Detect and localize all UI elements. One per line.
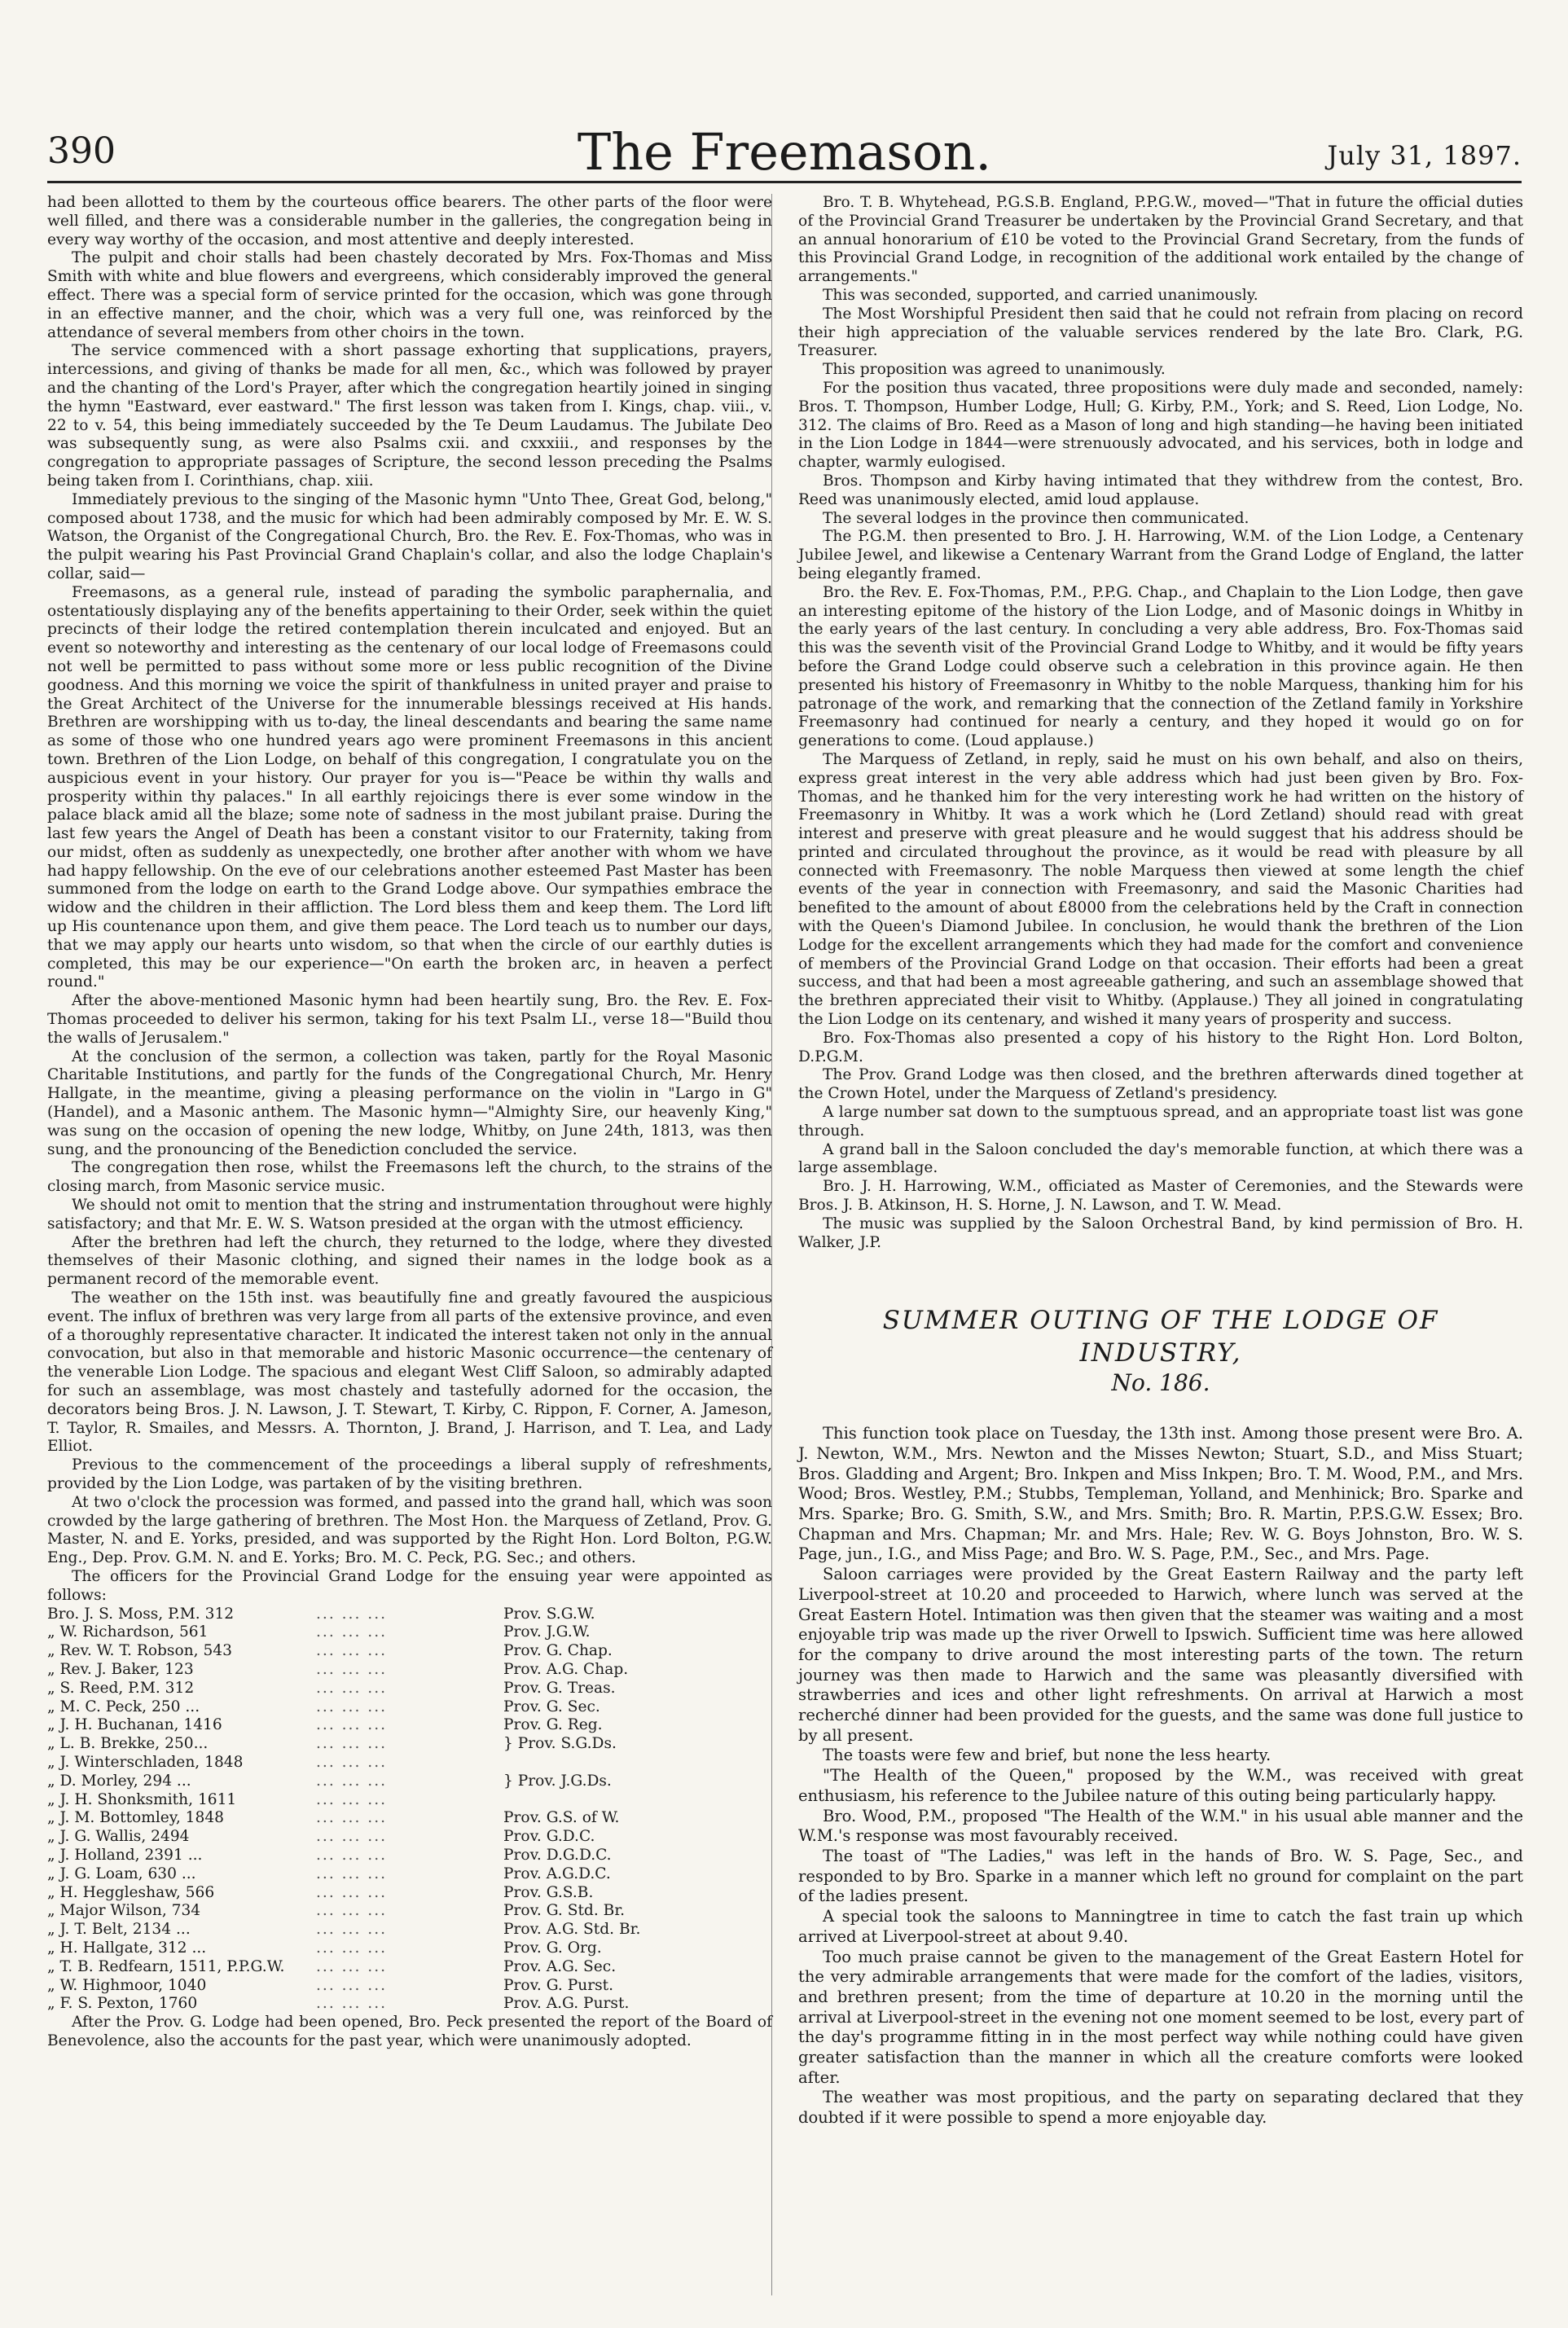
officer-row [47, 1605, 772, 1624]
officer-office: Prov. G. Purst. [503, 1976, 614, 1994]
paragraph: This was seconded, supported, and carried unanimously. [823, 286, 1258, 304]
officer-row [47, 1921, 772, 1939]
officer-office [503, 1754, 748, 1772]
officer-office: Prov. D.G.D.C. [503, 1846, 612, 1864]
leader-dots: ... ... ... [316, 1883, 388, 1901]
leader-dots: ... ... ... [316, 1902, 388, 1920]
paragraph: Previous to the commencement of the proceedings a liberal supply of refreshments, provided by the Lion Lodge, was partaken of by the visiting brethren. [47, 1456, 772, 1492]
leader-dots: ... ... ... [316, 1846, 388, 1864]
officer-row [47, 1698, 772, 1717]
paragraph: The Prov. Grand Lodge was then closed, and the brethren afterwards dined together at the Crown Hotel, under the Marquess of Zetland's presidency. [798, 1066, 1523, 1103]
officer-office: Prov. S.G.W. [503, 1605, 595, 1623]
officer-office: Prov. G.D.C. [503, 1828, 595, 1846]
paragraph: At the conclusion of the sermon, a collection was taken, partly for the Royal Masonic Charitable Institutions, and partly for the funds of the Congregational Church, Mr. Henry Hallgate, in the meantime, giving a pleasing performance on the violin in "Largo in G" (Handel), and a Masonic anthem. The Masonic hymn—"Almighty Sire, our heavenly King," was sung on the occasion of opening the new lodge, Whitby, on June 24th, 1813, was then sung, and the pronouncing of the Benediction concluded the service. [47, 1048, 772, 1158]
paragraph: For the position thus vacated, three propositions were duly made and seconded, namely: Bros. T. Thompson, Humber Lodge, Hull; G. Kirby, P.M., York; and S. Reed, Lion Lodge, No. 312. The claims of Bro. Reed as a Mason of long and high standing—he having been initiated in the Lion Lodge in 1844—were strenuously advocated, and his services, both in lodge and chapter, warmly eulogised. [798, 379, 1523, 472]
leader-dots: ... ... ... [316, 1623, 388, 1641]
officer-office: Prov. A.G. Std. Br. [503, 1921, 641, 1939]
paragraph: Bro. Wood, P.M., proposed "The Health of the W.M." in his usual able manner and the W.M.'s response was most favourably received. [798, 1806, 1523, 1846]
paragraph: After the brethren had left the church, they returned to the lodge, where they divested themselves of their Masonic clothing, and signed their names in the lodge book as a permanent record of the memorable event. [47, 1233, 772, 1289]
officer-row [47, 1772, 772, 1791]
paragraph: had been allotted to them by the courteous office bearers. The other parts of the floor were well filled, and there was a considerable number in the galleries, the congregation being in every way worthy of the occasion, and most attentive and deeply interested. [47, 194, 772, 248]
officer-name: „ M. C. Peck, 250 ... [47, 1698, 200, 1715]
officer-name: „ H. Heggleshaw, 566 [47, 1883, 215, 1901]
paragraph: A special took the saloons to Manningtree in time to catch the fast train up which arrived at Liverpool-street at about 9.40. [798, 1907, 1523, 1946]
officer-row [47, 1884, 772, 1903]
left-paragraphs-a [47, 194, 772, 1605]
officer-name: „ Rev. W. T. Robson, 543 [47, 1642, 232, 1660]
right-column [798, 194, 1523, 2128]
paragraph: We should not omit to mention that the string and instrumentation throughout were highly satisfactory; and that Mr. E. W. S. Watson presided at the organ with the utmost efficiency. [47, 1197, 772, 1232]
leader-dots: ... ... ... [316, 1957, 388, 1975]
leader-dots: ... ... ... [316, 1921, 388, 1939]
paragraph: Freemasons, as a general rule, instead of parading the symbolic paraphernalia, and ostentatiously displaying any of the benefits appertaining to their Order, seek within the quiet precincts of their lodge the retired contemplation therein inculcated and enjoyed. But an event so noteworthy and interesting as the centenary of our local lodge of Freemasons could not well be permitted to pass without some more or less public recognition of the Divine goodness. And this morning we voice the spirit of thankfulness in united prayer and praise to the Great Architect of the Universe for the innumerable blessings received at His hands. Brethren are worshipping with us to-day, the lineal descendants and bearing the same name as some of those who one hundred years ago were prominent Freemasons in this ancient town. Brethren of the Lion Lodge, on behalf of this congregation, I congratulate you on the auspicious event in your history. Our prayer for you is—"Peace be within thy walls and prosperity within thy palaces." In all earthly rejoicings there is ever some window in the palace black amid all the blaze; some note of sadness in the most jubilant praise. During the last few years the Angel of Death has been a constant visitor to our Fraternity, taking from our midst, often as suddenly as unexpectedly, one brother after another with whom we have had happy fellowship. On the eve of our celebrations another esteemed Past Master has been summoned from the lodge on earth to the Grand Lodge above. Our sympathies embrace the widow and the children in their affliction. The Lord bless them and keep them. The Lord lift up His countenance upon them, and give them peace. The Lord teach us to number our days, that we may apply our hearts unto wisdom, so that when the circle of our earthly duties is completed, this may be our experience—"On earth the broken arc, in heaven a perfect round." [47, 583, 772, 991]
paragraph: Bro. J. H. Harrowing, W.M., officiated as Master of Ceremonies, and the Stewards were Bros. J. B. Atkinson, H. S. Horne, J. N. Lawson, and T. W. Mead. [798, 1178, 1523, 1215]
officer-row [47, 1809, 772, 1828]
paragraph: The Marquess of Zetland, in reply, said he must on his own behalf, and also on theirs, express great interest in the very able address which had just been given by Bro. Fox-Thomas, and he thanked him for the very interesting work he had written on the history of Freemasonry in Whitby. It was a work which he (Lord Zetland) should read with great interest and preserve with great pleasure and he would suggest that his address should be printed and circulated throughout the province, as it would be read with pleasure by all connected with Freemasonry. The noble Marquess then viewed at some length the chief events of the year in connection with Freemasonry, and said the Masonic Charities had benefited to the amount of about £8000 from the celebrations held by the Craft in connection with the Queen's Diamond Jubilee. In conclusion, he would thank the brethren of the Lion Lodge for the excellent arrangements which they had made for the comfort and convenience of members of the Provincial Grand Lodge on that occasion. Their efforts had been a great success, and that had been a most agreeable gathering, and such an assemblage showed that the brethren appreciated their visit to Whitby. (Applause.) They all joined in congratulating the Lion Lodge on its centenary, and wished it many years of prosperity and success. [798, 750, 1523, 1029]
paragraph: The weather on the 15th inst. was beautifully fine and greatly favoured the auspicious event. The influx of brethren was very large from all parts of the extensive province, and even of a thoroughly representative character. It indicated the interest taken not only in the annual convocation, but also in that memorable and historic Masonic occurrence—the centenary of the venerable Lion Lodge. The spacious and elegant West Cliff Saloon, so admirably adapted for such an assemblage, was most chastely and tastefully adorned for the occasion, the decorators being Bros. J. N. Lawson, J. T. Stewart, T. Kirby, C. Rippon, F. Corner, A. Jameson, T. Taylor, R. Smailes, and Messrs. A. Thornton, J. Brand, J. Harrison, and T. Lea, and Lady Elliot. [47, 1289, 772, 1456]
officer-row [47, 1847, 772, 1865]
paragraph: After the above-mentioned Masonic hymn had been heartily sung, Bro. the Rev. E. Fox-Thomas proceeded to deliver his sermon, taking for his text Psalm LI., verse 18—"Build thou the walls of Jerusalem." [47, 992, 772, 1047]
officer-row [47, 1865, 772, 1884]
paragraph: The music was supplied by the Saloon Orchestral Band, by kind permission of Bro. H. Walker, J.P. [798, 1215, 1523, 1251]
leader-dots: ... ... ... [316, 1753, 388, 1771]
paragraph: The officers for the Provincial Grand Lodge for the ensuing year were appointed as follows: [47, 1567, 772, 1604]
officer-name: „ J. H. Shonksmith, 1611 [47, 1790, 237, 1808]
left-paragraphs-b [47, 2014, 772, 2051]
paragraph: A large number sat down to the sumptuous spread, and an appropriate toast list was gone through. [798, 1104, 1523, 1140]
officer-office: } Prov. S.G.Ds. [503, 1735, 617, 1753]
paragraph: The congregation then rose, whilst the Freemasons left the church, to the strains of the closing march, from Masonic service music. [47, 1159, 772, 1196]
masthead [47, 122, 1522, 182]
officer-name: „ Rev. J. Baker, 123 [47, 1660, 194, 1678]
officer-row [47, 1680, 772, 1698]
officer-office: Prov. G.S.B. [503, 1883, 594, 1901]
paragraph: Saloon carriages were provided by the Great Eastern Railway and the party left Liverpool-street at 10.20 and proceeded to Harwich, where lunch was served at the Great Eastern Hotel. Intimation was then given that the steamer was waiting and a most enjoyable trip was made up the river Orwell to Ipswich. Sufficient time was here allowed for the company to drive around the most interesting parts of the town. The return journey was then made to Harwich and the same was pleasantly diversified with strawberries and ices and other light refreshments. On arrival at Harwich a most recherché dinner had been provided for the guests, and the same was done full justice to by all present. [798, 1565, 1523, 1745]
paragraph: Bro. T. B. Whytehead, P.G.S.B. England, P.P.G.W., moved—"That in future the official duties of the Provincial Grand Treasurer be undertaken by the Provincial Grand Secretary, and that an annual honorarium of £10 be voted to the Provincial Grand Secretary, from the funds of this Provincial Grand Lodge, in recognition of the additional work entailed by the change of arrangements." [798, 194, 1523, 286]
header-rule [47, 181, 1522, 183]
paragraph: The toast of "The Ladies," was left in the hands of Bro. W. S. Page, Sec., and responded to by Bro. Sparke in a manner which left no ground for complaint on the part of the ladies present. [798, 1846, 1523, 1906]
officer-name: „ L. B. Brekke, 250... [47, 1735, 209, 1753]
officer-row [47, 1995, 772, 2014]
paragraph: "The Health of the Queen," proposed by the W.M., was received with great enthusiasm, his reference to the Jubilee nature of this outing being particularly happy. [798, 1766, 1523, 1805]
leader-dots: ... ... ... [316, 1642, 388, 1660]
paragraph: After the Prov. G. Lodge had been opened, Bro. Peck presented the report of the Board of Benevolence, also the accounts for the past year, which were unanimously adopted. [47, 2014, 772, 2049]
leader-dots: ... ... ... [316, 1939, 388, 1957]
paragraph: A grand ball in the Saloon concluded the day's memorable function, at which there was a large assemblage. [798, 1140, 1523, 1177]
officer-office: Prov. G. Reg. [503, 1716, 603, 1734]
paragraph: The P.G.M. then presented to Bro. J. H. Harrowing, W.M. of the Lion Lodge, a Centenary Jubilee Jewel, and likewise a Centenary Warrant from the Grand Lodge of England, the latter being elegantly framed. [798, 528, 1523, 582]
officer-name: „ D. Morley, 294 ... [47, 1772, 191, 1790]
paragraph: This proposition was agreed to unanimously. [823, 361, 1166, 379]
leader-dots: ... ... ... [316, 1790, 388, 1808]
officer-office: Prov. G. Chap. [503, 1642, 613, 1660]
officer-name: „ J. Holland, 2391 ... [47, 1846, 203, 1864]
officer-name: „ J. G. Wallis, 2494 [47, 1828, 190, 1846]
officer-name: „ H. Hallgate, 312 ... [47, 1939, 207, 1957]
officer-name: „ W. Richardson, 561 [47, 1623, 209, 1641]
officer-name: „ W. Highmoor, 1040 [47, 1976, 207, 1994]
left-column [47, 194, 772, 2051]
officer-office: Prov. J.G.W. [503, 1623, 591, 1641]
newspaper-title: The Freemason. [577, 122, 992, 182]
officer-row [47, 1791, 772, 1810]
officer-office: Prov. A.G. Sec. [503, 1957, 617, 1975]
officer-row [47, 1902, 772, 1921]
right-paragraphs [798, 194, 1523, 1252]
leader-dots: ... ... ... [316, 1772, 388, 1790]
officer-office [503, 1791, 748, 1810]
officer-office: } Prov. J.G.Ds. [503, 1772, 612, 1790]
section-subtitle: No. 186. [1111, 1369, 1210, 1397]
officer-row [47, 1735, 772, 1754]
officer-office: Prov. A.G. Chap. [503, 1660, 629, 1678]
officer-name: „ J. Winterschladen, 1848 [47, 1753, 244, 1771]
officer-name: „ J. T. Belt, 2134 ... [47, 1921, 191, 1939]
officer-row [47, 1828, 772, 1847]
leader-dots: ... ... ... [316, 1605, 388, 1623]
officer-row [47, 1642, 772, 1661]
paragraph: The Most Worshipful President then said that he could not refrain from placing on record their high appreciation of the valuable services rendered by the late Bro. Clark, P.G. Treasurer. [798, 305, 1523, 360]
officers-list [47, 1605, 772, 2014]
officer-office: Prov. G. Org. [503, 1939, 602, 1957]
officer-office: Prov. G. Treas. [503, 1679, 616, 1697]
paragraph: The toasts were few and brief, but none the less hearty. [823, 1746, 1272, 1765]
paragraph: This function took place on Tuesday, the 13th inst. Among those present were Bro. A. J. Newton, W.M., Mrs. Newton and the Misses Newton; Stuart, S.D., and Miss Stuart; Bros. Gladding and Argent; Bro. Inkpen and Miss Inkpen; Bro. T. M. Wood, P.M., and Mrs. Wood; Bros. Westley, P.M.; Stubbs, Templeman, Yolland, and Menhinick; Bro. Sparke and Mrs. Sparke; Bro. G. Smith, S.W., and Mrs. Smith; Bro. R. Martin, P.P.S.G.W. Essex; Bro. Chapman and Mrs. Chapman; Mr. and Mrs. Hale; Rev. W. G. Boys Johnston, Bro. W. S. Page, jun., I.G., and Miss Page; and Bro. W. S. Page, P.M., Sec., and Mrs. Page. [798, 1424, 1523, 1564]
officer-name: „ S. Reed, P.M. 312 [47, 1679, 195, 1697]
officer-office: Prov. G. Sec. [503, 1698, 600, 1715]
officer-name: „ J. G. Loam, 630 ... [47, 1865, 196, 1882]
leader-dots: ... ... ... [316, 1976, 388, 1994]
officer-row [47, 1939, 772, 1958]
leader-dots: ... ... ... [316, 1809, 388, 1827]
leader-dots: ... ... ... [316, 1698, 388, 1715]
officer-office: Prov. G.S. of W. [503, 1809, 620, 1827]
officer-row [47, 1958, 772, 1977]
paragraph: Immediately previous to the singing of the Masonic hymn "Unto Thee, Great God, belong," composed about 1738, and the music for which had been admirably composed by Mr. E. W. S. Watson, the Organist of the Congregational Church, Bro. the Rev. E. Fox-Thomas, who was in the pulpit wearing his Past Provincial Grand Chaplain's collar, and also the lodge Chaplain's collar, said— [47, 490, 772, 582]
leader-dots: ... ... ... [316, 1660, 388, 1678]
leader-dots: ... ... ... [316, 1828, 388, 1846]
officer-row [47, 1661, 772, 1680]
paragraph: Bro. the Rev. E. Fox-Thomas, P.M., P.P.G. Chap., and Chaplain to the Lion Lodge, then gave an interesting epitome of the history of the Lion Lodge, and of Masonic doings in Whitby in the early years of the last century. In concluding a very able address, Bro. Fox-Thomas said this was the seventh visit of the Provincial Grand Lodge to Whitby, and it would be fifty years before the Grand Lodge could observe such a celebration in this province again. He then presented his history of Freemasonry in Whitby to the noble Marquess, thanking him for his patronage of the work, and remarking that the connection of the Zetland family in Yorkshire Freemasonry had continued for nearly a century, and they hoped it would go on for generations to come. (Loud applause.) [798, 583, 1523, 750]
leader-dots: ... ... ... [316, 1735, 388, 1753]
paragraph: The pulpit and choir stalls had been chastely decorated by Mrs. Fox-Thomas and Miss Smith with white and blue flowers and evergreens, which considerably improved the general effect. There was a special form of service printed for the occasion, which was gone through in an effective manner, and the choir, which was a very full one, was reinforced by the attendance of several members from other choirs in the town. [47, 249, 772, 341]
lodge-paragraphs [798, 1424, 1523, 2128]
paragraph: The weather was most propitious, and the party on separating declared that they doubted if it were possible to spend a more enjoyable day. [798, 2088, 1523, 2128]
officer-name: „ J. H. Buchanan, 1416 [47, 1716, 222, 1734]
paragraph: The service commenced with a short passage exhorting that supplications, prayers, intercessions, and giving of thanks be made for all men, &c., which was followed by prayer and the chanting of the Lord's Prayer, after which the congregation heartily joined in singing the hymn "Eastward, ever eastward." The first lesson was taken from I. Kings, chap. viii., v. 22 to v. 54, this being immediately succeeded by the Te Deum Laudamus. The Jubilate Deo was subsequently sung, as were also Psalms cxii. and cxxxiii., and responses by the congregation to appropriate passages of Scripture, the second lesson preceding the Psalms being taken from I. Corinthians, chap. xiii. [47, 342, 772, 490]
officer-office: Prov. G. Std. Br. [503, 1902, 626, 1920]
paragraph: Bros. Thompson and Kirby having intimated that they withdrew from the contest, Bro. Reed was unanimously elected, amid loud applause. [798, 472, 1523, 508]
officer-row [47, 1716, 772, 1735]
section-title: SUMMER OUTING OF THE LODGE OF INDUSTRY, [882, 1306, 1439, 1368]
page-number: 390 [47, 130, 116, 172]
officer-office: Prov. A.G. Purst. [503, 1995, 630, 2013]
officer-office: Prov. A.G.D.C. [503, 1865, 611, 1882]
paragraph: Too much praise cannot be given to the management of the Great Eastern Hotel for the very admirable arrangements that were made for the comfort of the ladies, visitors, and brethren present; from the time of departure at 10.20 in the morning until the arrival at Liverpool-street in the evening not one moment seemed to be lost, every part of the day's programme fitting in in the most perfect way while nothing could have given greater satisfaction than the manner in which all the creature comforts were looked after. [798, 1947, 1523, 2087]
officer-name: „ Major Wilson, 734 [47, 1902, 201, 1920]
officer-name: „ J. M. Bottomley, 1848 [47, 1809, 224, 1827]
officer-name: „ F. S. Pexton, 1760 [47, 1995, 198, 2013]
officer-name: „ T. B. Redfearn, 1511, P.P.G.W. [47, 1957, 285, 1975]
paragraph: The several lodges in the province then communicated. [823, 509, 1250, 527]
officer-row [47, 1754, 772, 1772]
paragraph: Bro. Fox-Thomas also presented a copy of his history to the Right Hon. Lord Bolton, D.P.G.M. [798, 1029, 1523, 1065]
officer-row [47, 1623, 772, 1642]
officer-row [47, 1977, 772, 1996]
leader-dots: ... ... ... [316, 1716, 388, 1734]
leader-dots: ... ... ... [316, 1995, 388, 2013]
paragraph: At two o'clock the procession was formed, and passed into the grand hall, which was soon crowded by the large gathering of brethren. The Most Hon. the Marquess of Zetland, Prov. G. Master, N. and E. Yorks, presided, and was supported by the Right Hon. Lord Bolton, P.G.W. Eng., Dep. Prov. G.M. N. and E. Yorks; Bro. M. C. Peck, P.G. Sec.; and others. [47, 1493, 772, 1567]
leader-dots: ... ... ... [316, 1865, 388, 1882]
leader-dots: ... ... ... [316, 1679, 388, 1697]
issue-date: July 31, 1897. [1327, 140, 1522, 171]
officer-name: Bro. J. S. Moss, P.M. 312 [47, 1605, 235, 1623]
